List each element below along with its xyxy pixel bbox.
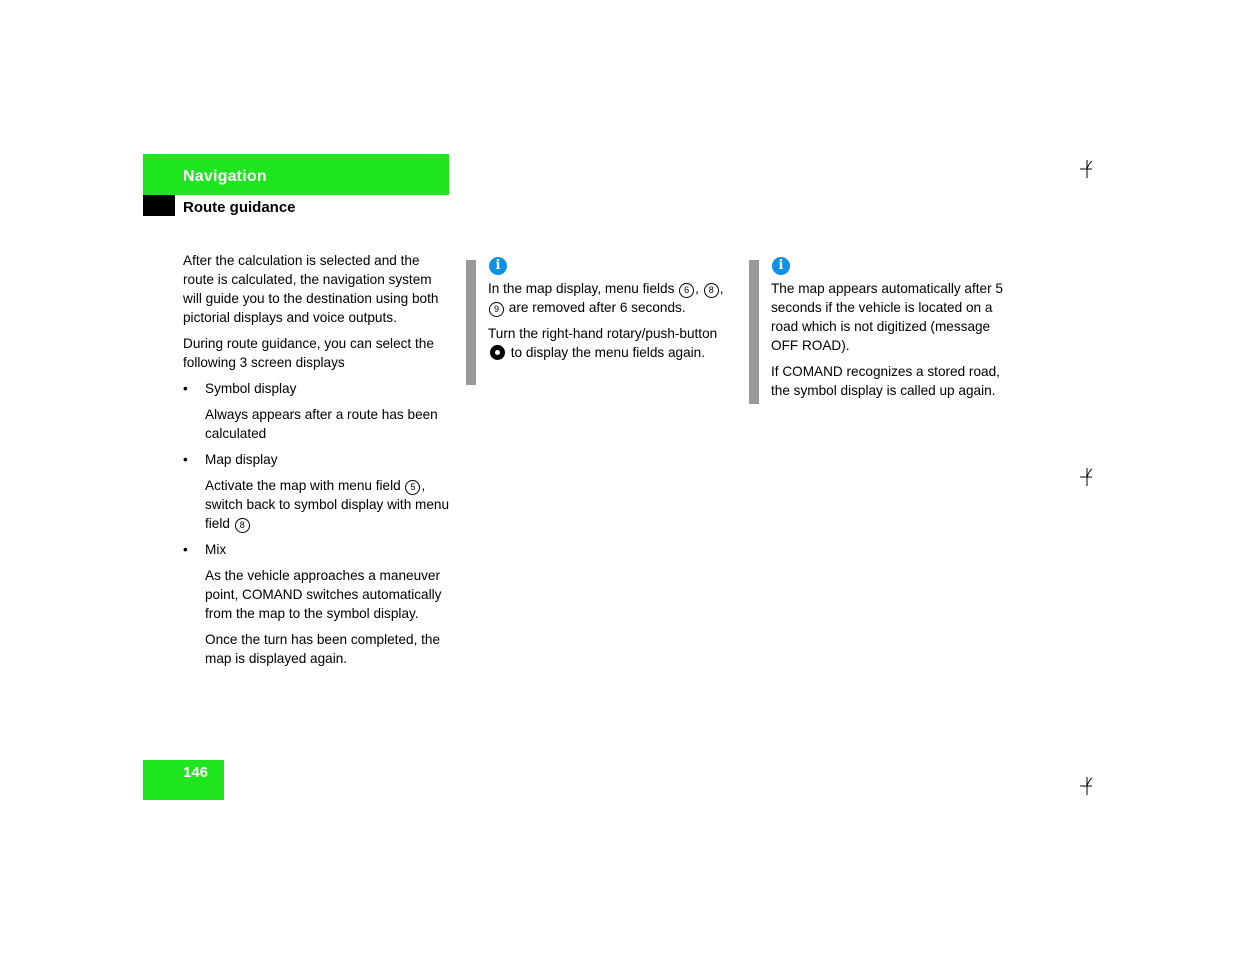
list-item-description: Always appears after a route has been calculated bbox=[205, 407, 438, 441]
menu-field-5-icon: 5 bbox=[405, 480, 420, 495]
crop-mark-icon bbox=[1079, 159, 1093, 179]
info-paragraph: If COMAND recognizes a stored road, the symbol display is called up again. bbox=[771, 364, 1000, 398]
lead-paragraph: During route guidance, you can select the following 3 screen displays bbox=[183, 336, 434, 370]
bullet-icon: • bbox=[183, 381, 188, 396]
desc-text: , switch back to symbol display with menu field bbox=[205, 478, 450, 531]
subsection-title: Route guidance bbox=[183, 199, 296, 216]
bullet-icon: • bbox=[183, 452, 188, 467]
list-item-label: Mix bbox=[205, 542, 227, 557]
info-icon: i bbox=[489, 257, 507, 275]
list-item-mix bbox=[183, 540, 451, 559]
info-text: to display the menu fields again. bbox=[510, 345, 705, 360]
info-box-text bbox=[488, 279, 738, 369]
crop-mark-icon bbox=[1079, 776, 1093, 796]
subsection-marker bbox=[143, 195, 175, 216]
info-paragraph bbox=[488, 279, 738, 317]
info-text: , bbox=[719, 281, 724, 296]
section-title: Navigation bbox=[183, 168, 267, 185]
info-text: In the map display, menu fields bbox=[488, 281, 675, 296]
desc-text: Activate the map with menu field bbox=[205, 478, 401, 493]
info-text: Turn the right-hand rotary/push-button bbox=[488, 326, 718, 341]
list-item-map-display bbox=[183, 450, 451, 469]
list-item-description: Once the turn has been completed, the map is displayed again. bbox=[205, 632, 441, 666]
info-text: are removed after 6 seconds. bbox=[508, 300, 686, 315]
info-box-bar bbox=[466, 260, 476, 385]
crop-mark-icon bbox=[1079, 467, 1093, 487]
menu-field-8-icon: 8 bbox=[235, 518, 250, 533]
list-item-label: Symbol display bbox=[205, 381, 297, 396]
rotary-button-icon bbox=[490, 345, 505, 360]
bullet-icon: • bbox=[183, 542, 188, 557]
info-box-bar bbox=[749, 260, 759, 404]
page-number: 146 bbox=[183, 764, 209, 781]
info-box-text bbox=[771, 279, 1021, 407]
list-item-description bbox=[183, 476, 451, 533]
info-text: , bbox=[695, 281, 699, 296]
info-icon: i bbox=[772, 257, 790, 275]
list-item-label: Map display bbox=[205, 452, 278, 467]
main-text-column bbox=[183, 251, 451, 675]
menu-field-6-icon: 6 bbox=[679, 283, 694, 298]
intro-paragraph: After the calculation is selected and the route is calculated, the navigation system will guide you to the destination using both pictorial displays and voice outputs. bbox=[183, 253, 439, 325]
list-item-description: As the vehicle approaches a maneuver point, COMAND switches automatically from the map to the symbol display. bbox=[205, 568, 442, 621]
info-paragraph: The map appears automatically after 5 seconds if the vehicle is located on a road which is not digitized (message OFF ROAD). bbox=[771, 281, 1003, 353]
list-item-symbol-display bbox=[183, 379, 451, 398]
info-paragraph bbox=[488, 324, 738, 362]
menu-field-9-icon: 9 bbox=[489, 302, 504, 317]
menu-field-8-icon: 8 bbox=[704, 283, 719, 298]
